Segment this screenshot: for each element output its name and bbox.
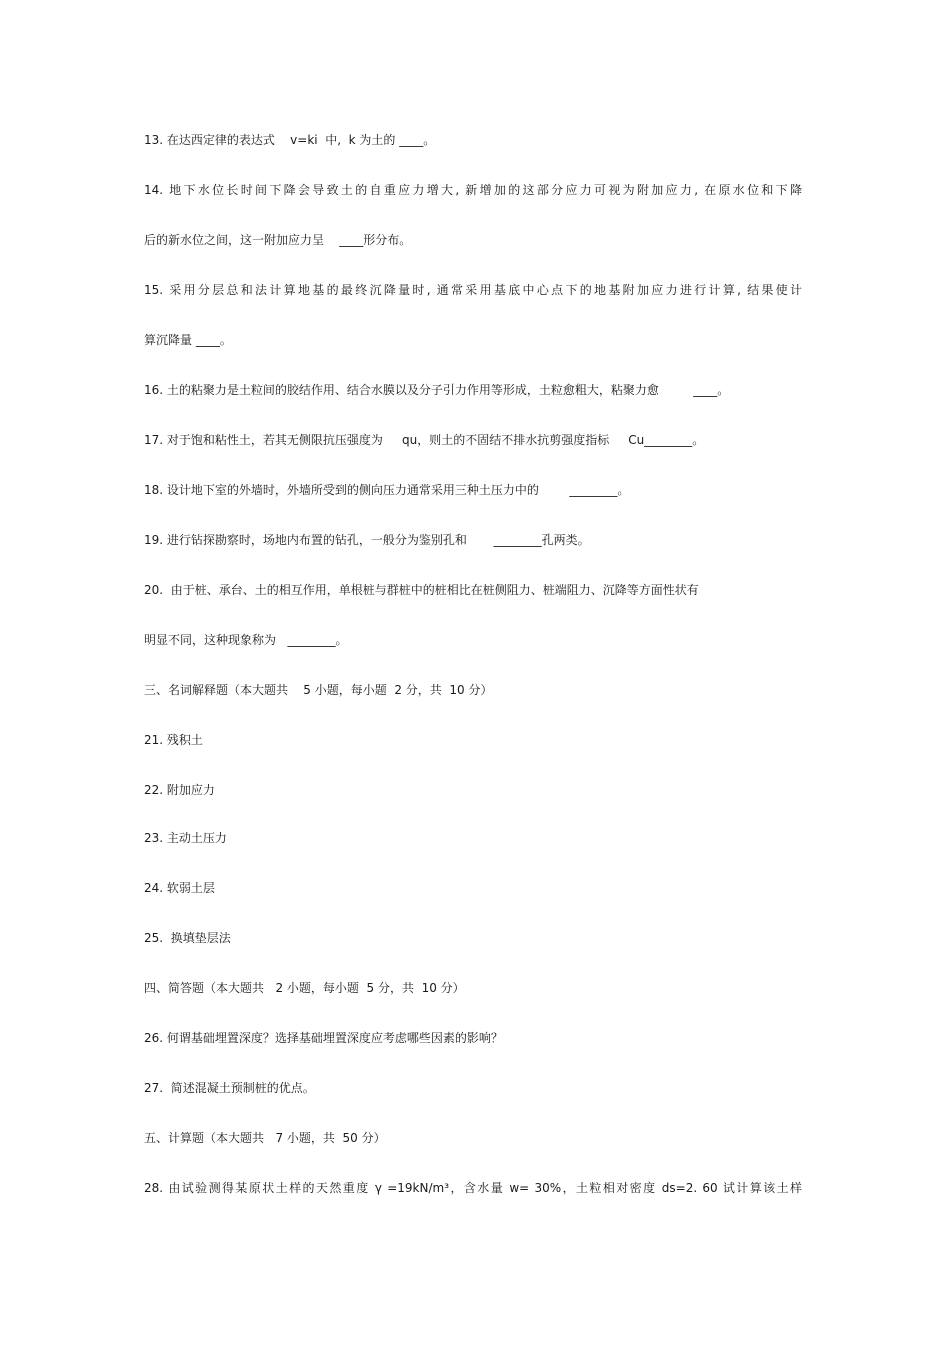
section-3-heading: 三、名词解释题（本大题共 5 小题，每小题 2 分，共 10 分）: [144, 683, 493, 697]
question-14-line-1: 14. 地下水位长时间下降会导致土的自重应力增大, 新增加的这部分应力可视为附加应力, 在原水位和下降: [144, 183, 802, 197]
question-26: 26. 何谓基础埋置深度？选择基础埋置深度应考虑哪些因素的影响？: [144, 1031, 503, 1045]
question-20-line-2: 明显不同，这种现象称为 ________。: [144, 633, 348, 647]
question-19: 19. 进行钻探勘察时，场地内布置的钻孔，一般分为鉴别孔和 ________孔两类。: [144, 533, 590, 547]
question-15-line-1: 15. 采用分层总和法计算地基的最终沉降量时, 通常采用基底中心点下的地基附加应力进行计算, 结果使计: [144, 283, 802, 297]
question-16: 16. 土的粘聚力是土粒间的胶结作用、结合水膜以及分子引力作用等形成，土粒愈粗大，粘聚力愈 ____。: [144, 383, 730, 397]
section-5-heading: 五、计算题（本大题共 7 小题，共 50 分）: [144, 1131, 386, 1145]
question-24: 24. 软弱土层: [144, 881, 215, 895]
question-15-line-2: 算沉降量 ____。: [144, 333, 232, 347]
question-14-line-2: 后的新水位之间，这一附加应力呈 ____形分布。: [144, 233, 412, 247]
question-28: 28. 由试验测得某原状土样的天然重度 γ =19kN/m³，含水量 w= 30%，土粒相对密度 ds=2. 60 试计算该土样: [144, 1181, 802, 1195]
question-13: 13. 在达西定律的表达式 v=ki 中, k 为土的 ____。: [144, 133, 436, 147]
section-4-heading: 四、简答题（本大题共 2 小题，每小题 5 分，共 10 分）: [144, 981, 465, 995]
question-27: 27. 简述混凝土预制桩的优点。: [144, 1081, 315, 1095]
question-22: 22. 附加应力: [144, 783, 215, 797]
question-17: 17. 对于饱和粘性土，若其无侧限抗压强度为 qu，则土的不固结不排水抗剪强度指标 Cu________。: [144, 433, 705, 447]
question-23: 23. 主动土压力: [144, 831, 227, 845]
question-25: 25. 换填垫层法: [144, 931, 231, 945]
question-20-line-1: 20. 由于桩、承台、土的相互作用，单根桩与群桩中的桩相比在桩侧阻力、桩端阻力、沉降等方面性状有: [144, 583, 699, 597]
question-21: 21. 残积土: [144, 733, 203, 747]
question-18: 18. 设计地下室的外墙时，外墙所受到的侧向压力通常采用三种土压力中的 ________。: [144, 483, 630, 497]
